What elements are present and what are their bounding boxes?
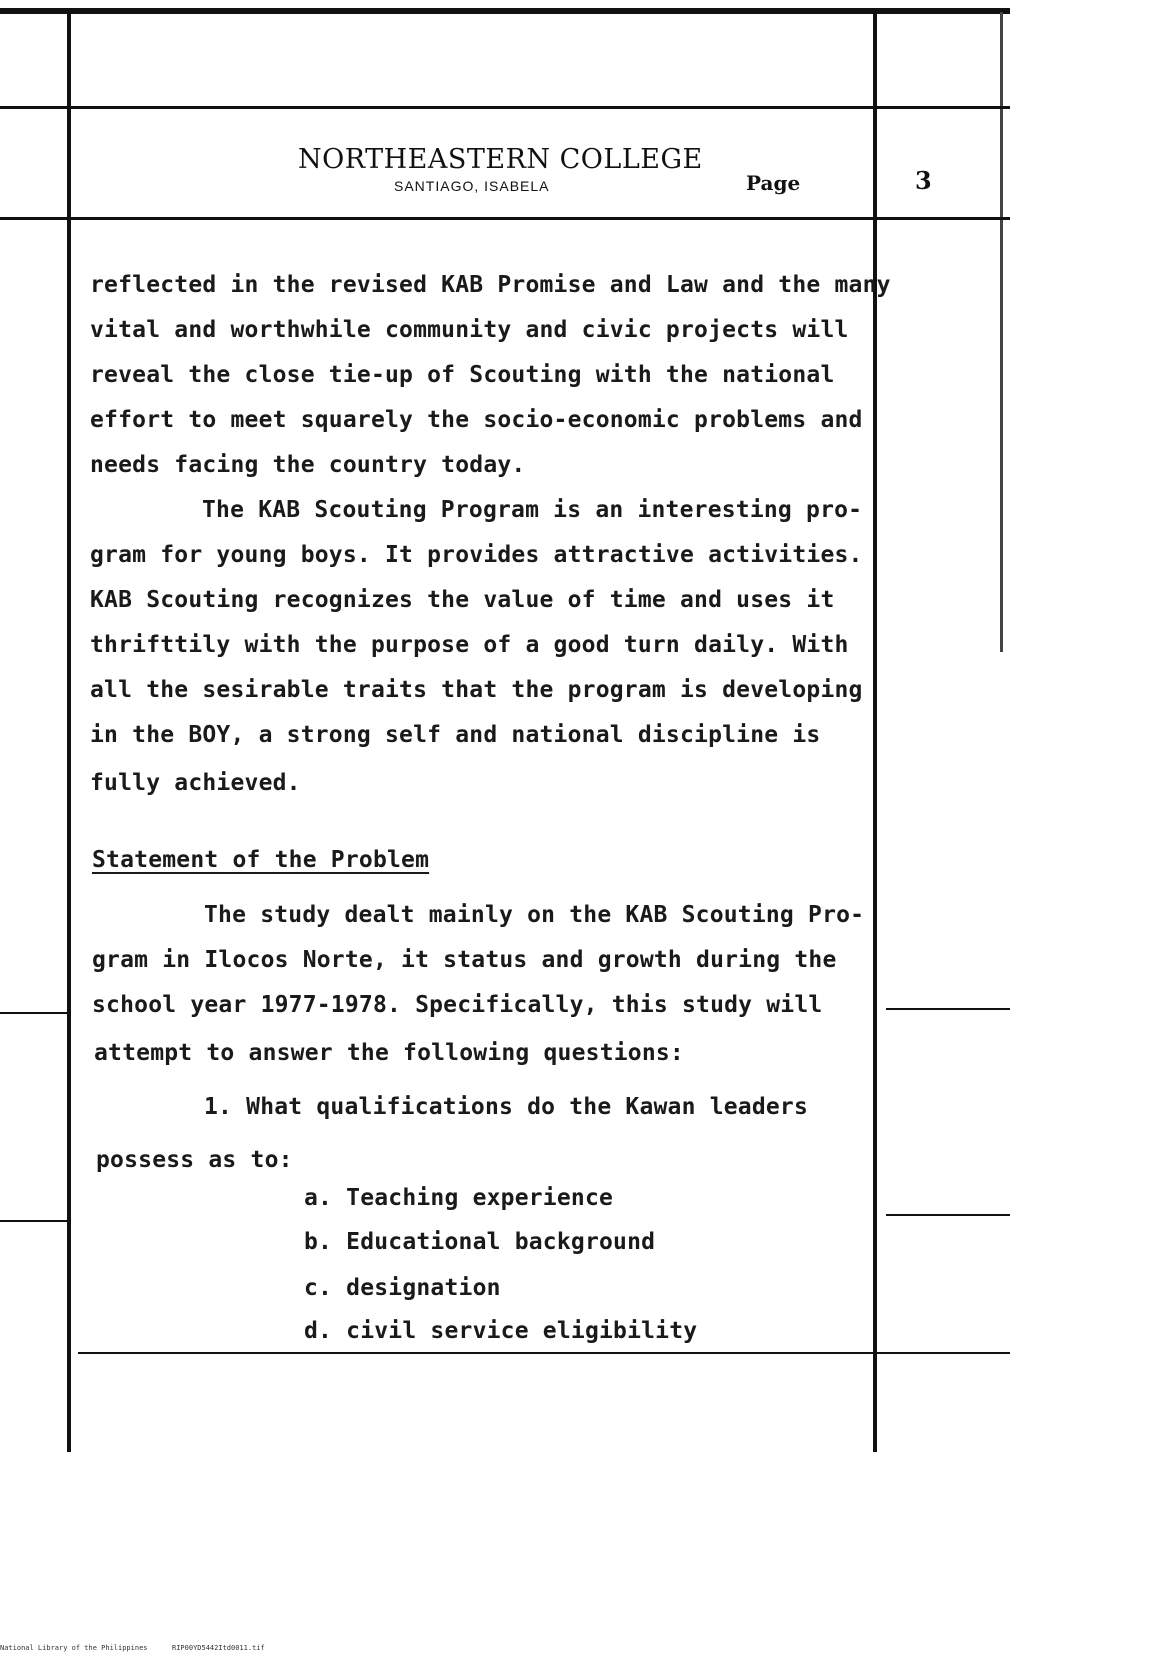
body-line: reflected in the revised KAB Promise and Law and the many (90, 272, 891, 298)
college-location: SANTIAGO, ISABELA (394, 178, 550, 194)
left-margin-rule (67, 12, 71, 1452)
body-line: fully achieved. (90, 770, 301, 796)
list-item: a. Teaching experience (304, 1185, 614, 1211)
page-label: Page (746, 171, 801, 195)
right-side-tick (886, 1008, 1010, 1010)
body-line: in the BOY, a strong self and national discipline is (90, 722, 821, 748)
footer-rule (78, 1352, 1010, 1354)
footer-source: National Library of the Philippines (0, 1644, 148, 1652)
section-heading: Statement of the Problem (92, 847, 430, 873)
body-line: vital and worthwhile community and civic projects will (90, 317, 849, 343)
list-item: d. civil service eligibility (304, 1318, 698, 1344)
body-line: The study dealt mainly on the KAB Scouting Pro- (204, 902, 865, 928)
body-line: thrifttily with the purpose of a good turn daily. With (90, 632, 849, 658)
body-line: effort to meet squarely the socio-economic problems and (90, 407, 863, 433)
list-item: c. designation (304, 1275, 501, 1301)
body-line: all the sesirable traits that the program is developing (90, 677, 863, 703)
list-item: b. Educational background (304, 1229, 656, 1255)
body-line: gram in Ilocos Norte, it status and growth during the (92, 947, 837, 973)
page-number: 3 (915, 166, 932, 195)
left-side-tick (0, 1012, 67, 1014)
body-line: attempt to answer the following questions: (94, 1040, 684, 1066)
footer-filename: RIP00YD5442Itd0011.tif (172, 1644, 265, 1652)
header-bottom-rule (0, 217, 1010, 220)
right-margin-rule (873, 12, 877, 1452)
right-side-tick (886, 1214, 1010, 1216)
body-line: gram for young boys. It provides attractive activities. (90, 542, 863, 568)
top-border (0, 8, 1010, 14)
body-line: school year 1977-1978. Specifically, this study will (92, 992, 823, 1018)
college-name: NORTHEASTERN COLLEGE (298, 144, 703, 175)
body-line: needs facing the country today. (90, 452, 526, 478)
body-line: KAB Scouting recognizes the value of time and uses it (90, 587, 835, 613)
body-line: reveal the close tie-up of Scouting with the national (90, 362, 835, 388)
body-line: The KAB Scouting Program is an interesting pro- (202, 497, 863, 523)
question-line: 1. What qualifications do the Kawan leaders (204, 1094, 809, 1120)
question-line: possess as to: (96, 1147, 293, 1173)
header-top-rule (0, 106, 1010, 109)
left-side-tick (0, 1220, 67, 1222)
